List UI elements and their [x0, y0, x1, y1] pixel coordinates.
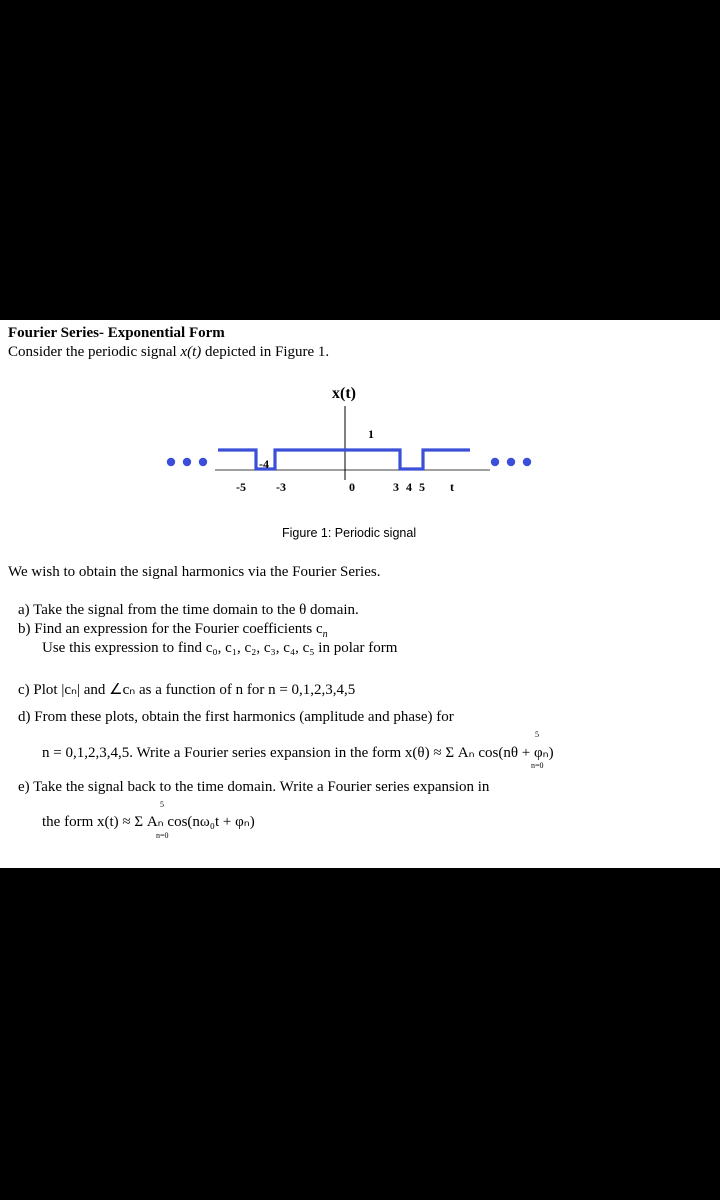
level-label-low: -4 — [259, 457, 269, 471]
tick-label-neg5: -5 — [236, 480, 246, 494]
sum-upper-limit-e: 5 — [160, 800, 164, 809]
item-d-line2: n = 0,1,2,3,4,5. Write a Fourier series expansion in the form x(θ) ≈ Σ Aₙ cos(nθ + φₙ) — [42, 745, 554, 761]
goal-text: We wish to obtain the signal harmonics via the Fourier Series. — [8, 564, 381, 580]
item-e-line2: the form x(t) ≈ Σ Aₙ cos(nω₀t + φₙ) — [42, 814, 255, 830]
y-axis-label: x(t) — [332, 385, 356, 402]
level-label-high: 1 — [368, 427, 374, 441]
signal-waveform — [218, 450, 470, 469]
intro-text: Consider the periodic signal x(t) depicted in Figure 1. — [8, 344, 330, 360]
item-b-line2: Use this expression to find c₀, c₁, c₂, c₃, c₄, c₅ in polar form — [42, 640, 398, 656]
item-e: e) Take the signal back to the time domain. Write a Fourier series expansion in — [18, 779, 490, 795]
item-c: c) Plot |cₙ| and ∠cₙ as a function of n for n = 0,1,2,3,4,5 — [18, 682, 356, 698]
tick-label-0: 0 — [349, 480, 355, 494]
x-axis-label: t — [450, 480, 454, 494]
item-a: a) Take the signal from the time domain to the θ domain. — [18, 602, 359, 618]
sum-lower-limit-d: n=0 — [531, 761, 544, 770]
sum-upper-limit-d: 5 — [535, 730, 539, 739]
document-page — [0, 320, 720, 868]
page-title: Fourier Series- Exponential Form — [8, 325, 225, 341]
right-continuation-dots — [491, 458, 531, 466]
tick-label-3: 3 — [393, 480, 399, 494]
left-continuation-dots — [167, 458, 207, 466]
figure-caption: Figure 1: Periodic signal — [282, 526, 417, 540]
item-d: d) From these plots, obtain the first harmonics (amplitude and phase) for — [18, 709, 454, 725]
periodic-signal-figure — [0, 320, 720, 550]
tick-label-4: 4 — [406, 480, 412, 494]
tick-label-neg3: -3 — [276, 480, 286, 494]
item-b: b) Find an expression for the Fourier coefficients $c_n$ — [18, 621, 328, 640]
tick-label-5: 5 — [419, 480, 425, 494]
sum-lower-limit-e: n=0 — [156, 831, 169, 840]
